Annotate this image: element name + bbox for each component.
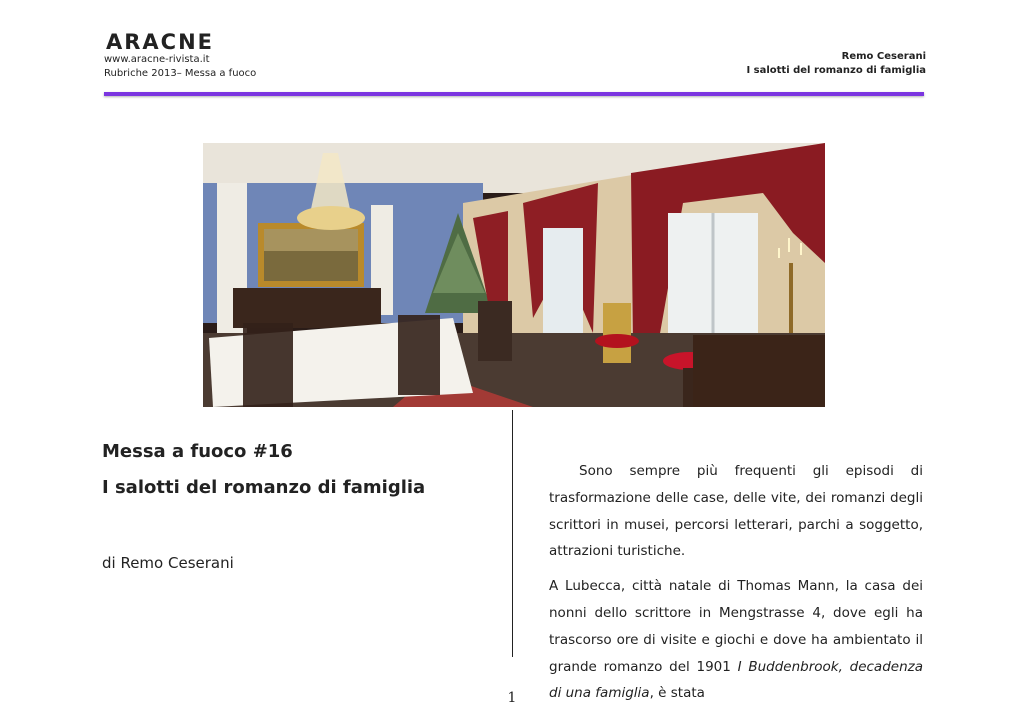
article-kicker: Messa a fuoco #16 <box>102 441 293 462</box>
paragraph-2-end: , è stata <box>649 685 705 702</box>
book-title: I Buddenbrook, decadenza di una famiglia <box>549 658 923 702</box>
article-byline: di Remo Ceserani <box>102 554 234 572</box>
dining-room-photo <box>203 143 825 407</box>
paragraph-2 <box>549 573 923 707</box>
header-title: I salotti del romanzo di famiglia <box>746 65 926 76</box>
header-author: Remo Ceserani <box>841 51 926 62</box>
header-rule <box>104 92 924 96</box>
paragraph-2-text: A Lubecca, città natale di Thomas Mann, la casa dei nonni dello scrittore in Mengstrasse 4, dove egli ha trascorso ore di visite e giochi e dove ha ambientato il grande romanzo del 1901 <box>549 578 923 675</box>
aracne-logo: ARACNE <box>106 30 215 54</box>
site-url[interactable]: www.aracne-rivista.it <box>104 54 210 65</box>
article-title: I salotti del romanzo di famiglia <box>102 477 426 498</box>
section-label: Rubriche 2013– Messa a fuoco <box>104 68 257 79</box>
article-body <box>549 458 923 715</box>
header-right <box>746 50 926 78</box>
column-divider <box>512 410 513 657</box>
header-left <box>104 53 256 81</box>
page-number: 1 <box>507 690 517 706</box>
paragraph-1: Sono sempre più frequenti gli episodi di trasformazione delle case, delle vite, dei romanzi degli scrittori in musei, percorsi letterari, parchi a soggetto, attrazioni turistiche. <box>549 463 923 560</box>
